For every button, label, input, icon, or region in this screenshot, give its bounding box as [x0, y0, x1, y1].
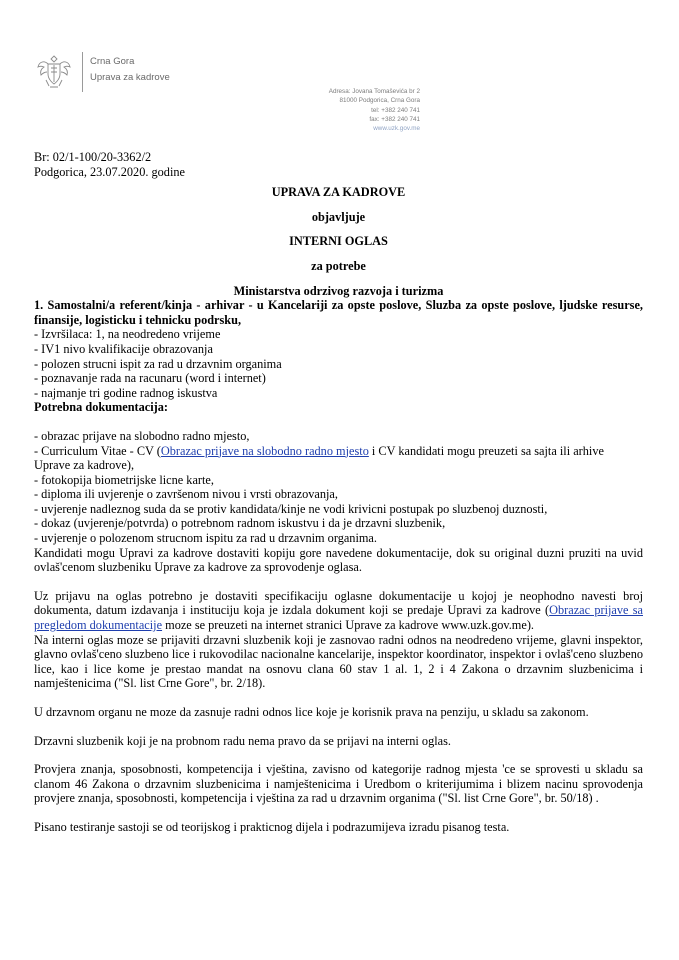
- cv-text-post: i CV kandidati mogu preuzeti sa sajta ili arhive Uprave za kadrove),: [34, 443, 604, 473]
- specification-paragraph: [34, 589, 643, 633]
- documentation-heading: Potrebna dokumentacija:: [34, 400, 169, 415]
- requirement-item: - IV1 nivo kvalifikacije obrazovanja: [34, 341, 213, 356]
- contact-website[interactable]: www.uzk.gov.me: [373, 125, 420, 133]
- application-review-link[interactable]: Obrazac prijave sa pregledom dokumentacije: [34, 603, 643, 633]
- documentation-item-cv: [34, 444, 643, 473]
- document-date: Podgorica, 23.07.2020. godine: [34, 164, 185, 179]
- documentation-item: - fotokopija biometrijske licne karte,: [34, 472, 214, 487]
- position-title: 1. Samostalni/a referent/kinja - arhivar - u Kancelariji za opste poslove, Sluzba za opste poslove, ljudske resurse, finansije, logisticku i tehnicku podrsku,: [34, 298, 643, 327]
- copies-paragraph: Kandidati mogu Upravi za kadrove dostaviti kopiju gore navedene dokumentacije, dok su original duzni pruziti na uvid ovlaš'cenom sluzbeniku Uprave za kadrove za sprovodenje oglasa.: [34, 545, 643, 575]
- requirement-item: - polozen strucni ispit za rad u drzavnim organima: [34, 356, 282, 371]
- documentation-item: - diploma ili uvjerenje o završenom nivou i vrsti obrazovanja,: [34, 487, 338, 502]
- probation-paragraph: Drzavni sluzbenik koji je na probnom radu nema pravo da se prijavi na interni oglas.: [34, 733, 451, 748]
- documentation-item: - dokaz (uvjerenje/potvrda) o potrebnom radnom iskustvu i da je drzavni sluzbenik,: [34, 516, 446, 531]
- letterhead: [34, 52, 234, 92]
- announces-heading: objavljuje: [311, 209, 366, 224]
- coat-of-arms-icon: [34, 52, 74, 92]
- documentation-item: - uvjerenje nadleznog suda da se protiv kandidata/kinje ne vodi krivicni postupak po sluzbenoj duznosti,: [34, 501, 548, 516]
- requirement-item: - poznavanje rada na racunaru (word i internet): [34, 371, 266, 386]
- org-name: Uprava za kadrove: [90, 72, 170, 83]
- documentation-item: - obrazac prijave na slobodno radno mjesto,: [34, 428, 250, 443]
- testing-paragraph: Provjera znanja, sposobnosti, kompetencija i vještina, zavisno od kategorije radnog mjesta 'ce se sprovesti u skladu sa clanom 46 Zakona o drzavnim sluzbenicima i namještenicima i Uredbom o kriterijumima i blizem nacinu sprovodenja provjere znanja, sposobnosti, kompetencija i vještina za rad u drzavnim organima ("Sl. list Crne Gore", br. 50/18) .: [34, 762, 643, 806]
- document-body: [34, 150, 643, 835]
- contact-block: [329, 87, 420, 133]
- spec-text-post: moze se preuzeti na internet stranici Uprave za kadrove www.uzk.gov.me).: [162, 618, 535, 633]
- pension-paragraph: U drzavnom organu ne moze da zasnuje radni odnos lice koje je korisnik prava na penziju, u skladu sa zakonom.: [34, 705, 589, 719]
- requirement-item: - Izvršilaca: 1, na neodredeno vrijeme: [34, 327, 221, 342]
- contact-tel: tel: +382 240 741: [371, 106, 420, 114]
- org-country: Crna Gora: [90, 56, 135, 67]
- reference-number: Br: 02/1-100/20-3362/2: [34, 150, 152, 164]
- for-needs-heading: za potrebe: [311, 258, 366, 273]
- issuer-heading: UPRAVA ZA KADROVE: [271, 185, 406, 200]
- contact-city: 81000 Podgorica, Crna Gora: [339, 97, 420, 105]
- documentation-item: - uvjerenje o polozenom strucnom ispitu za rad u drzavnim organima.: [34, 531, 377, 546]
- contact-fax: fax: +382 240 741: [369, 115, 420, 123]
- eligibility-paragraph: Na interni oglas moze se prijaviti drzavni sluzbenik koji je zasnovao radni odnos na neodredeno vrijeme, glavni inspektor, glavno ovlaš'ceno sluzbeno lice i rukovodilac nacionalne kancelarije, inspektor koordinator, inspektor i ovlaš'ceno sluzbeno lice, kao i lice kome je prestao mandat na osnovu clana 60 stav 1 al. 1, 2 i 4 Zakona o drzavnim sluzbenicima i namještenicima ("Sl. list Crne Gore", br. 2/18).: [34, 632, 643, 691]
- notice-title: INTERNI OGLAS: [289, 234, 388, 249]
- application-form-link[interactable]: Obrazac prijave na slobodno radno mjesto: [160, 443, 369, 458]
- cv-text-pre: - Curriculum Vitae - CV (: [34, 443, 161, 458]
- written-test-paragraph: Pisano testiranje sastoji se od teorijskog i prakticnog dijela i podrazumijeva izradu pisanog testa.: [34, 819, 510, 834]
- letterhead-divider: [82, 52, 83, 92]
- ministry-heading: Ministarstva odrzivog razvoja i turizma: [233, 283, 444, 298]
- contact-address: Adresa: Jovana Tomaševića br 2: [328, 88, 420, 95]
- requirement-item: - najmanje tri godine radnog iskustva: [34, 385, 218, 400]
- spec-text-pre: Uz prijavu na oglas potrebno je dostaviti specifikaciju oglasne dokumentacije u kojoj je neophodno navesti broj dokumenta, datum izdavanja i instituciju koja je izdala dokument koji se predaje Upravi za kadrove (: [34, 588, 643, 618]
